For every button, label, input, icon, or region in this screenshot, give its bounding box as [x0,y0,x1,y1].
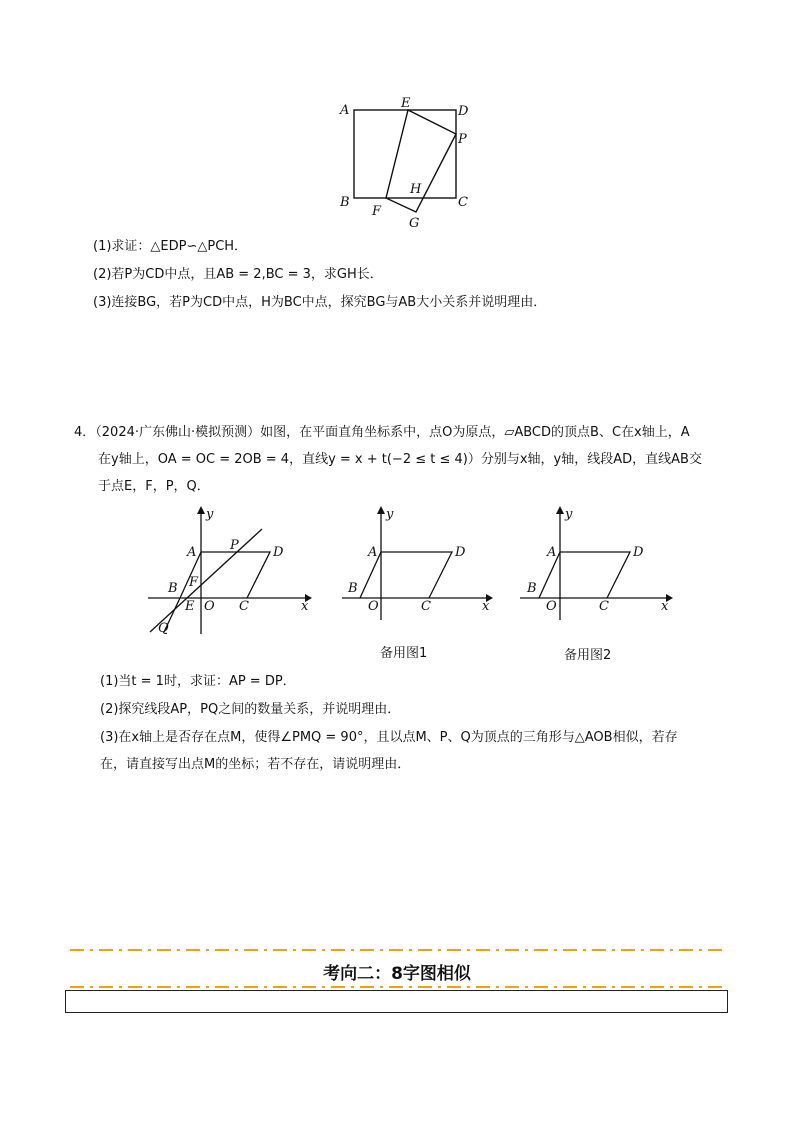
label-B: B [348,581,358,596]
label-C: C [458,195,468,210]
figure-coordinate-main [140,502,320,644]
label-A: A [187,545,197,560]
label-A: A [368,545,378,560]
label-F: F [189,575,199,590]
section-divider-top [70,947,725,953]
label-C: C [421,599,431,614]
p4-statement-line-1: 4．（2024·广东佛山·模拟预测）如图，在平面直角坐标系中，点O为原点，▱ABCD的顶点B、C在x轴上，A [74,425,690,440]
line-y-eq-x-plus-t [150,529,262,632]
caption-backup-2: 备用图2 [564,648,612,663]
label-E: E [185,599,195,614]
label-A: A [547,545,557,560]
label-y: y [386,507,394,522]
p4-question-2: (2)探究线段AP，PQ之间的数量关系，并说明理由． [100,702,401,717]
label-x: x [482,599,490,614]
section-title: 考向二：8字图相似 [323,964,471,984]
label-D: D [455,545,466,560]
label-G: G [409,216,420,231]
p3-question-2: (2)若P为CD中点，且AB = 2,BC = 3，求GH长． [93,267,383,282]
label-H: H [410,182,422,197]
label-y: y [206,507,214,522]
y-axis-arrow [556,506,564,514]
y-axis-arrow [377,506,385,514]
figure-rectangle-abcd [330,92,480,232]
label-O: O [368,599,379,614]
label-y: y [565,507,573,522]
label-A: A [340,103,350,118]
p3-question-3: (3)连接BG，若P为CD中点，H为BC中点，探究BG与AB大小关系并说明理由． [93,295,547,310]
p3-question-1: (1)求证：△EDP∽△PCH． [93,239,248,254]
label-E: E [401,96,411,111]
label-C: C [599,599,609,614]
figure-backup-2 [514,502,684,672]
label-B: B [340,195,350,210]
p4-statement-line-3: 于点E，F，P，Q． [98,479,210,494]
caption-backup-1: 备用图1 [380,646,428,661]
p4-question-3-line-1: (3)在x轴上是否存在点M，使得∠PMQ = 90°，且以点M、P、Q为顶点的三角形与△AOB相似，若存 [100,730,678,745]
figure-backup-1 [334,502,504,672]
p4-question-1: (1)当t = 1时，求证：AP = DP． [100,674,296,689]
label-D: D [458,104,469,119]
label-B: B [168,581,178,596]
label-D: D [633,545,644,560]
label-P: P [230,538,239,553]
p4-question-3-line-2: 在，请直接写出点M的坐标；若不存在，请说明理由． [100,757,411,772]
p4-statement-line-2: 在y轴上，OA = OC = 2OB = 4，直线y = x + t(−2 ≤ t ≤ 4)）分别与x轴，y轴，线段AD，直线AB交 [98,452,702,467]
label-B: B [527,581,537,596]
label-x: x [661,599,669,614]
y-axis-arrow [197,506,205,514]
label-D: D [273,545,284,560]
label-C: C [239,599,249,614]
label-O: O [546,599,557,614]
label-P: P [458,132,467,147]
section-content-box [65,990,728,1013]
label-x: x [301,599,309,614]
label-O: O [204,599,215,614]
label-Q: Q [158,621,169,636]
label-F: F [372,204,382,219]
